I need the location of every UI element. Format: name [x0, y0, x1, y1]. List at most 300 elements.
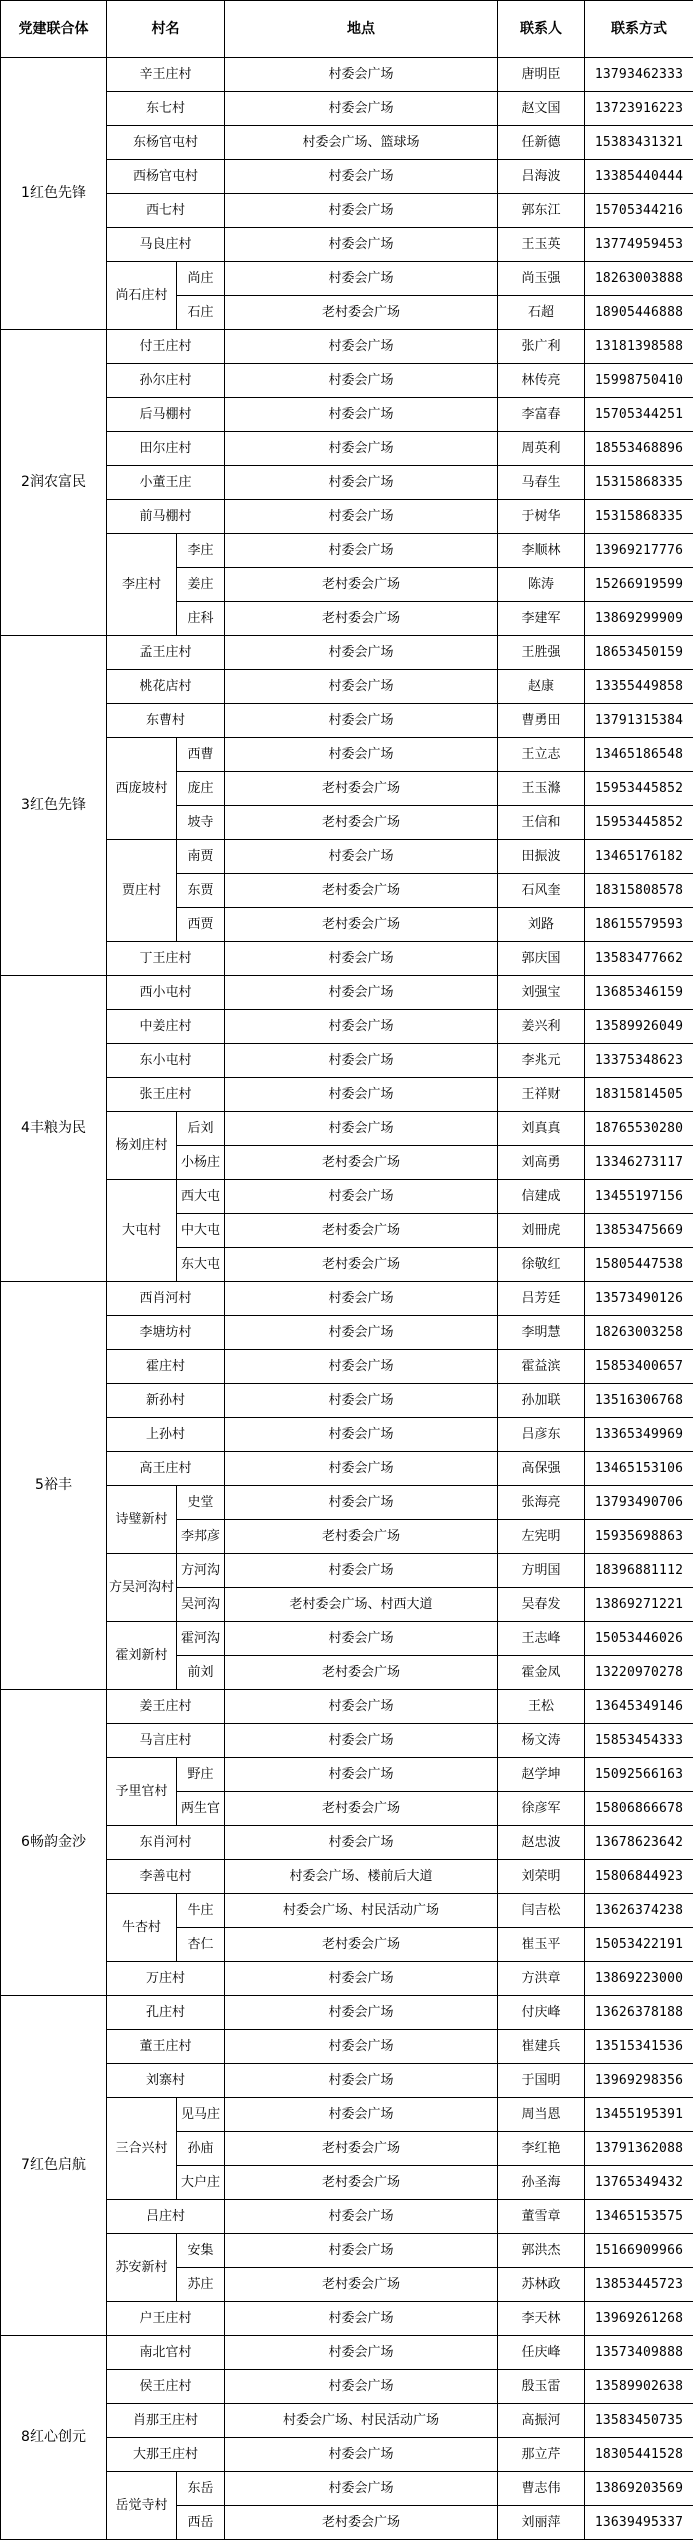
contact-person: 曹志伟 [498, 2472, 585, 2506]
meeting-place: 老村委会广场 [225, 296, 498, 330]
contact-person: 吕芳廷 [498, 1282, 585, 1316]
subvillage-name: 尚庄 [177, 262, 225, 296]
contact-phone: 18653450159 [585, 636, 693, 670]
contact-person: 田振波 [498, 840, 585, 874]
village-name: 李善屯村 [107, 1860, 225, 1894]
village-name: 孙尔庄村 [107, 364, 225, 398]
contact-person: 王玉英 [498, 228, 585, 262]
contact-phone: 13515341536 [585, 2030, 693, 2064]
contact-person: 尚玉强 [498, 262, 585, 296]
contact-person: 崔玉平 [498, 1928, 585, 1962]
contact-person: 李兆元 [498, 1044, 585, 1078]
contact-phone: 13791362088 [585, 2132, 693, 2166]
village-name: 小董王庄 [107, 466, 225, 500]
meeting-place: 老村委会广场 [225, 772, 498, 806]
contact-phone: 13455197156 [585, 1180, 693, 1214]
contact-person: 王玉滌 [498, 772, 585, 806]
contact-phone: 13969298356 [585, 2064, 693, 2098]
contact-person: 陈涛 [498, 568, 585, 602]
contact-person: 张海亮 [498, 1486, 585, 1520]
subvillage-name: 杏仁 [177, 1928, 225, 1962]
village-name: 马良庄村 [107, 228, 225, 262]
village-name: 张王庄村 [107, 1078, 225, 1112]
contact-phone: 13645349146 [585, 1690, 693, 1724]
table-body [1, 1, 693, 2540]
table-row [1, 58, 693, 92]
village-name: 西肖河村 [107, 1282, 225, 1316]
contact-phone: 13365349969 [585, 1418, 693, 1452]
contact-phone: 13465153106 [585, 1452, 693, 1486]
village-name: 李庄村 [107, 534, 177, 636]
meeting-place: 老村委会广场 [225, 908, 498, 942]
contact-phone: 13774959453 [585, 228, 693, 262]
contact-person: 李明慧 [498, 1316, 585, 1350]
meeting-place: 村委会广场 [225, 2098, 498, 2132]
village-name: 方吴河沟村 [107, 1554, 177, 1622]
meeting-place: 村委会广场 [225, 1180, 498, 1214]
village-name: 东肖河村 [107, 1826, 225, 1860]
header-contact: 联系人 [498, 1, 585, 58]
village-name: 上孙村 [107, 1418, 225, 1452]
contact-phone: 13853475669 [585, 1214, 693, 1248]
table-row [1, 2336, 693, 2370]
contact-phone: 15053446026 [585, 1622, 693, 1656]
contact-person: 王信和 [498, 806, 585, 840]
contact-phone: 13573409888 [585, 2336, 693, 2370]
contact-phone: 13583450735 [585, 2404, 693, 2438]
village-name: 高王庄村 [107, 1452, 225, 1486]
village-name: 牛杏村 [107, 1894, 177, 1962]
contact-phone: 18615579593 [585, 908, 693, 942]
meeting-place: 老村委会广场 [225, 602, 498, 636]
meeting-place: 村委会广场 [225, 1758, 498, 1792]
meeting-place: 村委会广场 [225, 262, 498, 296]
village-name: 大那王庄村 [107, 2438, 225, 2472]
village-name: 东曹村 [107, 704, 225, 738]
village-name: 户王庄村 [107, 2302, 225, 2336]
village-name: 新孙村 [107, 1384, 225, 1418]
village-name: 西七村 [107, 194, 225, 228]
contact-person: 霍益滨 [498, 1350, 585, 1384]
contact-person: 王祥财 [498, 1078, 585, 1112]
header-row [1, 1, 693, 58]
village-name: 中姜庄村 [107, 1010, 225, 1044]
contact-phone: 18315808578 [585, 874, 693, 908]
contact-person: 刘冊虎 [498, 1214, 585, 1248]
meeting-place: 村委会广场 [225, 976, 498, 1010]
contact-phone: 13626374238 [585, 1894, 693, 1928]
subvillage-name: 小杨庄 [177, 1146, 225, 1180]
subvillage-name: 吴河沟 [177, 1588, 225, 1622]
meeting-place: 村委会广场 [225, 432, 498, 466]
subvillage-name: 李邦彦 [177, 1520, 225, 1554]
contact-phone: 18553468896 [585, 432, 693, 466]
meeting-place: 村委会广场 [225, 2472, 498, 2506]
village-name: 肖那王庄村 [107, 2404, 225, 2438]
village-name: 南北官村 [107, 2336, 225, 2370]
contact-person: 徐敬红 [498, 1248, 585, 1282]
contact-person: 赵康 [498, 670, 585, 704]
contact-person: 信建成 [498, 1180, 585, 1214]
meeting-place: 村委会广场、村民活动广场 [225, 2404, 498, 2438]
contact-person: 苏林政 [498, 2268, 585, 2302]
contact-phone: 13589926049 [585, 1010, 693, 1044]
meeting-place: 村委会广场 [225, 1418, 498, 1452]
contact-phone: 15953445852 [585, 772, 693, 806]
meeting-place: 村委会广场 [225, 942, 498, 976]
contact-person: 杨文涛 [498, 1724, 585, 1758]
contact-phone: 13723916223 [585, 92, 693, 126]
contact-phone: 15806866678 [585, 1792, 693, 1826]
contact-person: 吴春发 [498, 1588, 585, 1622]
contact-phone: 18396881112 [585, 1554, 693, 1588]
contact-person: 刘丽萍 [498, 2506, 585, 2540]
contact-phone: 18905446888 [585, 296, 693, 330]
village-name: 诗璧新村 [107, 1486, 177, 1554]
subvillage-name: 西岳 [177, 2506, 225, 2540]
meeting-place: 村委会广场 [225, 1350, 498, 1384]
contact-phone: 13355449858 [585, 670, 693, 704]
contact-person: 李顺林 [498, 534, 585, 568]
subvillage-name: 孙庙 [177, 2132, 225, 2166]
contact-phone: 15806844923 [585, 1860, 693, 1894]
meeting-place: 村委会广场 [225, 2438, 498, 2472]
contact-phone: 13869223000 [585, 1962, 693, 1996]
subvillage-name: 方河沟 [177, 1554, 225, 1588]
meeting-place: 老村委会广场 [225, 1792, 498, 1826]
meeting-place: 村委会广场 [225, 1554, 498, 1588]
contact-person: 郭东江 [498, 194, 585, 228]
village-name: 霍庄村 [107, 1350, 225, 1384]
village-name: 贾庄村 [107, 840, 177, 942]
contact-phone: 13573490126 [585, 1282, 693, 1316]
table-row [1, 976, 693, 1010]
village-name: 东小屯村 [107, 1044, 225, 1078]
header-phone: 联系方式 [585, 1, 693, 58]
contact-person: 左宪明 [498, 1520, 585, 1554]
contact-person: 李建军 [498, 602, 585, 636]
subvillage-name: 牛庄 [177, 1894, 225, 1928]
contact-phone: 13583477662 [585, 942, 693, 976]
village-name: 田尔庄村 [107, 432, 225, 466]
union-name: 1红色先锋 [1, 58, 107, 330]
contact-person: 赵文国 [498, 92, 585, 126]
union-name: 8红心创元 [1, 2336, 107, 2540]
contact-person: 刘高勇 [498, 1146, 585, 1180]
contact-phone: 15805447538 [585, 1248, 693, 1282]
subvillage-name: 野庄 [177, 1758, 225, 1792]
contact-phone: 13969217776 [585, 534, 693, 568]
contact-phone: 13375348623 [585, 1044, 693, 1078]
meeting-place: 村委会广场 [225, 500, 498, 534]
village-name: 前马棚村 [107, 500, 225, 534]
meeting-place: 村委会广场 [225, 2030, 498, 2064]
contact-phone: 13791315384 [585, 704, 693, 738]
contact-phone: 13793462333 [585, 58, 693, 92]
contact-person: 姜兴利 [498, 1010, 585, 1044]
contact-phone: 13793490706 [585, 1486, 693, 1520]
village-name: 吕庄村 [107, 2200, 225, 2234]
contact-person: 于树华 [498, 500, 585, 534]
contact-phone: 15053422191 [585, 1928, 693, 1962]
subvillage-name: 西大屯 [177, 1180, 225, 1214]
meeting-place: 村委会广场 [225, 2336, 498, 2370]
meeting-place: 老村委会广场 [225, 1520, 498, 1554]
meeting-place: 老村委会广场 [225, 1214, 498, 1248]
contact-person: 李红艳 [498, 2132, 585, 2166]
subvillage-name: 坡寺 [177, 806, 225, 840]
village-name: 辛王庄村 [107, 58, 225, 92]
contact-phone: 15705344216 [585, 194, 693, 228]
union-name: 2润农富民 [1, 330, 107, 636]
subvillage-name: 后刘 [177, 1112, 225, 1146]
contact-phone: 13589902638 [585, 2370, 693, 2404]
village-name: 杨刘庄村 [107, 1112, 177, 1180]
meeting-place: 村委会广场 [225, 364, 498, 398]
subvillage-name: 李庄 [177, 534, 225, 568]
contact-phone: 13869299909 [585, 602, 693, 636]
meeting-place: 老村委会广场 [225, 2506, 498, 2540]
contact-phone: 15998750410 [585, 364, 693, 398]
meeting-place: 老村委会广场、村西大道 [225, 1588, 498, 1622]
contact-person: 周英利 [498, 432, 585, 466]
subvillage-name: 西曹 [177, 738, 225, 772]
header-union: 党建联合体 [1, 1, 107, 58]
contact-phone: 15853400657 [585, 1350, 693, 1384]
meeting-place: 村委会广场 [225, 228, 498, 262]
village-name: 姜王庄村 [107, 1690, 225, 1724]
village-name: 三合兴村 [107, 2098, 177, 2200]
meeting-place: 村委会广场、村民活动广场 [225, 1894, 498, 1928]
village-name: 马言庄村 [107, 1724, 225, 1758]
village-name: 万庄村 [107, 1962, 225, 1996]
subvillage-name: 西贾 [177, 908, 225, 942]
subvillage-name: 石庄 [177, 296, 225, 330]
meeting-place: 老村委会广场 [225, 2268, 498, 2302]
contact-phone: 13455195391 [585, 2098, 693, 2132]
village-name: 桃花店村 [107, 670, 225, 704]
table-row [1, 330, 693, 364]
village-name: 董王庄村 [107, 2030, 225, 2064]
meeting-place: 村委会广场 [225, 92, 498, 126]
contact-person: 殷玉雷 [498, 2370, 585, 2404]
meeting-place: 老村委会广场 [225, 2166, 498, 2200]
meeting-place: 村委会广场 [225, 738, 498, 772]
meeting-place: 村委会广场 [225, 1044, 498, 1078]
contact-person: 闫吉松 [498, 1894, 585, 1928]
contact-phone: 13346273117 [585, 1146, 693, 1180]
meeting-place: 村委会广场 [225, 160, 498, 194]
contact-person: 任新德 [498, 126, 585, 160]
contact-phone: 13639495337 [585, 2506, 693, 2540]
meeting-place: 村委会广场 [225, 398, 498, 432]
subvillage-name: 大户庄 [177, 2166, 225, 2200]
contact-phone: 13385440444 [585, 160, 693, 194]
contact-person: 高保强 [498, 1452, 585, 1486]
contact-phone: 15315868335 [585, 500, 693, 534]
contact-person: 孙圣海 [498, 2166, 585, 2200]
union-name: 5裕丰 [1, 1282, 107, 1690]
contact-person: 赵学坤 [498, 1758, 585, 1792]
contact-phone: 18315814505 [585, 1078, 693, 1112]
meeting-place: 村委会广场 [225, 1112, 498, 1146]
village-name: 西杨官屯村 [107, 160, 225, 194]
union-name: 7红色启航 [1, 1996, 107, 2336]
table-row [1, 1996, 693, 2030]
union-name: 4丰粮为民 [1, 976, 107, 1282]
contact-person: 吕海波 [498, 160, 585, 194]
subvillage-name: 东岳 [177, 2472, 225, 2506]
contact-person: 高振河 [498, 2404, 585, 2438]
contact-phone: 15315868335 [585, 466, 693, 500]
village-name: 刘寨村 [107, 2064, 225, 2098]
contact-person: 霍金凤 [498, 1656, 585, 1690]
subvillage-name: 安集 [177, 2234, 225, 2268]
village-name: 岳觉寺村 [107, 2472, 177, 2540]
meeting-place: 村委会广场 [225, 840, 498, 874]
meeting-place: 村委会广场 [225, 1826, 498, 1860]
meeting-place: 村委会广场 [225, 1486, 498, 1520]
contact-person: 那立芹 [498, 2438, 585, 2472]
contact-phone: 13765349432 [585, 2166, 693, 2200]
meeting-place: 村委会广场 [225, 58, 498, 92]
contact-person: 于国明 [498, 2064, 585, 2098]
meeting-place: 老村委会广场 [225, 1248, 498, 1282]
contact-person: 方洪章 [498, 1962, 585, 1996]
contact-person: 任庆峰 [498, 2336, 585, 2370]
contact-phone: 13465176182 [585, 840, 693, 874]
contact-person: 石风奎 [498, 874, 585, 908]
contact-person: 徐彦军 [498, 1792, 585, 1826]
contact-person: 方明国 [498, 1554, 585, 1588]
contact-phone: 18263003888 [585, 262, 693, 296]
contact-person: 吕彦东 [498, 1418, 585, 1452]
village-name: 侯王庄村 [107, 2370, 225, 2404]
meeting-place: 村委会广场 [225, 1078, 498, 1112]
meeting-place: 村委会广场 [225, 670, 498, 704]
contact-phone: 18263003258 [585, 1316, 693, 1350]
header-place: 地点 [225, 1, 498, 58]
union-name: 3红色先锋 [1, 636, 107, 976]
subvillage-name: 东大屯 [177, 1248, 225, 1282]
contact-person: 周当恩 [498, 2098, 585, 2132]
village-name: 西庞坡村 [107, 738, 177, 840]
meeting-place: 老村委会广场 [225, 1656, 498, 1690]
contact-person: 王松 [498, 1690, 585, 1724]
contact-phone: 18765530280 [585, 1112, 693, 1146]
meeting-place: 村委会广场、篮球场 [225, 126, 498, 160]
union-name: 6畅韵金沙 [1, 1690, 107, 1996]
subvillage-name: 姜庄 [177, 568, 225, 602]
meeting-place: 村委会广场 [225, 1962, 498, 1996]
meeting-place: 村委会广场 [225, 1996, 498, 2030]
contact-person: 刘真真 [498, 1112, 585, 1146]
village-name: 东杨官屯村 [107, 126, 225, 160]
meeting-place: 村委会广场 [225, 636, 498, 670]
meeting-place: 老村委会广场 [225, 1928, 498, 1962]
meeting-place: 村委会广场 [225, 1622, 498, 1656]
meeting-place: 村委会广场、楼前后大道 [225, 1860, 498, 1894]
village-name: 霍刘新村 [107, 1622, 177, 1690]
contact-person: 郭洪杰 [498, 2234, 585, 2268]
contact-phone: 13465186548 [585, 738, 693, 772]
meeting-place: 村委会广场 [225, 534, 498, 568]
contact-person: 董雪章 [498, 2200, 585, 2234]
meeting-place: 老村委会广场 [225, 874, 498, 908]
subvillage-name: 霍河沟 [177, 1622, 225, 1656]
meeting-place: 村委会广场 [225, 2064, 498, 2098]
meeting-place: 村委会广场 [225, 2200, 498, 2234]
village-name: 孔庄村 [107, 1996, 225, 2030]
meeting-place: 老村委会广场 [225, 2132, 498, 2166]
contact-person: 王立志 [498, 738, 585, 772]
subvillage-name: 两生官 [177, 1792, 225, 1826]
contact-phone: 13685346159 [585, 976, 693, 1010]
meeting-place: 村委会广场 [225, 1010, 498, 1044]
contact-person: 李天林 [498, 2302, 585, 2336]
meeting-place: 老村委会广场 [225, 806, 498, 840]
subvillage-name: 东贾 [177, 874, 225, 908]
contact-phone: 15953445852 [585, 806, 693, 840]
contact-person: 郭庆国 [498, 942, 585, 976]
contact-person: 王志峰 [498, 1622, 585, 1656]
meeting-place: 村委会广场 [225, 1452, 498, 1486]
meeting-place: 老村委会广场 [225, 1146, 498, 1180]
contact-person: 刘强宝 [498, 976, 585, 1010]
village-name: 苏安新村 [107, 2234, 177, 2302]
meeting-place: 村委会广场 [225, 704, 498, 738]
contact-phone: 13869203569 [585, 2472, 693, 2506]
meeting-place: 村委会广场 [225, 1282, 498, 1316]
contact-person: 曹勇田 [498, 704, 585, 738]
contact-phone: 13869271221 [585, 1588, 693, 1622]
contact-person: 唐明臣 [498, 58, 585, 92]
meeting-place: 村委会广场 [225, 1384, 498, 1418]
subvillage-name: 庄科 [177, 602, 225, 636]
contact-phone: 13626378188 [585, 1996, 693, 2030]
contact-phone: 13465153575 [585, 2200, 693, 2234]
contact-person: 赵忠波 [498, 1826, 585, 1860]
header-village: 村名 [107, 1, 225, 58]
contact-person: 付庆峰 [498, 1996, 585, 2030]
village-name: 付王庄村 [107, 330, 225, 364]
meeting-place: 老村委会广场 [225, 568, 498, 602]
contact-phone: 15092566163 [585, 1758, 693, 1792]
contact-person: 林传亮 [498, 364, 585, 398]
contact-phone: 13853445723 [585, 2268, 693, 2302]
table-row [1, 636, 693, 670]
meeting-place: 村委会广场 [225, 2234, 498, 2268]
contact-phone: 15166909966 [585, 2234, 693, 2268]
contact-phone: 15383431321 [585, 126, 693, 160]
meeting-place: 村委会广场 [225, 2302, 498, 2336]
table-row [1, 1282, 693, 1316]
table-row [1, 1690, 693, 1724]
meeting-place: 村委会广场 [225, 194, 498, 228]
village-name: 西小屯村 [107, 976, 225, 1010]
village-name: 予里官村 [107, 1758, 177, 1826]
subvillage-name: 史堂 [177, 1486, 225, 1520]
contact-phone: 13678623642 [585, 1826, 693, 1860]
contact-person: 王胜强 [498, 636, 585, 670]
contact-person: 崔建兵 [498, 2030, 585, 2064]
contact-person: 李富春 [498, 398, 585, 432]
contact-phone: 18305441528 [585, 2438, 693, 2472]
meeting-place: 村委会广场 [225, 1724, 498, 1758]
contact-person: 马春生 [498, 466, 585, 500]
contact-person: 石超 [498, 296, 585, 330]
village-name: 尚石庄村 [107, 262, 177, 330]
